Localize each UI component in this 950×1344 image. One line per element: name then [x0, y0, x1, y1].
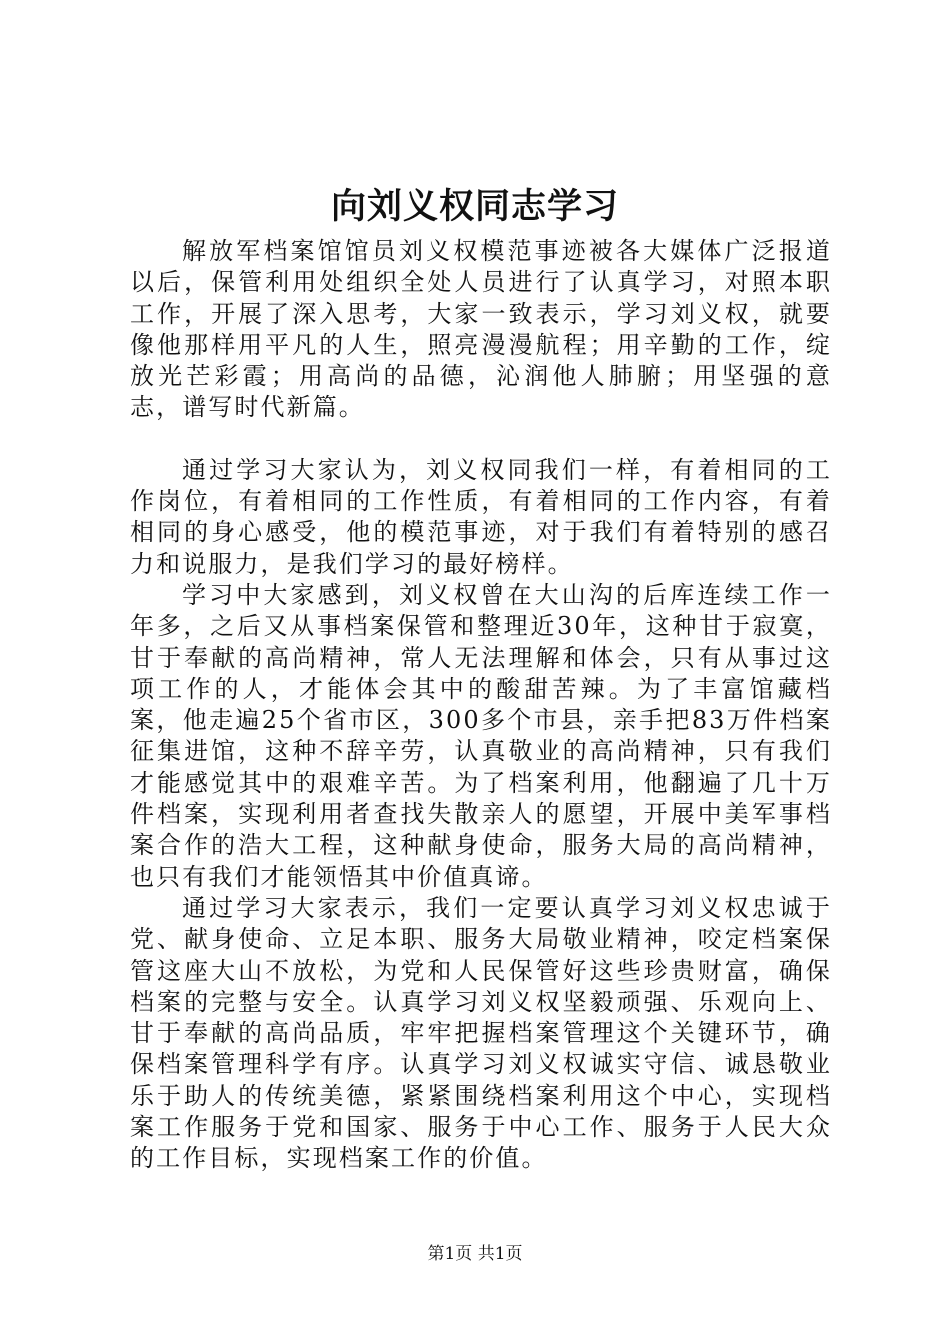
document-body [130, 236, 832, 1175]
page-title: 向刘义权同志学习 [330, 186, 619, 227]
paragraph-3: 学习中大家感到，刘义权曾在大山沟的后库连续工作一年多，之后又从事档案保管和整理近30年，这种甘于寂寞，甘于奉献的高尚精神，常人无法理解和体会，只有从事过这项工作的人，才能体会其中的酸甜苦辣。为了丰富馆藏档案，他走遍25个省市区，300多个市县，亲手把83万件档案征集进馆，这种不辞辛劳，认真敬业的高尚精神，只有我们才能感觉其中的艰难辛苦。为了档案利用，他翻遍了几十万件档案，实现利用者查找失散亲人的愿望，开展中美军事档案合作的浩大工程，这种献身使命，服务大局的高尚精神，也只有我们才能领悟其中价值真谛。 [130, 580, 832, 891]
page-number: 第1页 共1页 [427, 1244, 523, 1264]
paragraph-2: 通过学习大家认为，刘义权同我们一样，有着相同的工作岗位，有着相同的工作性质，有着相同的工作内容，有着相同的身心感受，他的模范事迹，对于我们有着特别的感召力和说服力，是我们学习的最好榜样。 [130, 455, 832, 578]
paragraph-4: 通过学习大家表示，我们一定要认真学习刘义权忠诚于党、献身使命、立足本职、服务大局敬业精神，咬定档案保管这座大山不放松，为党和人民保管好这些珍贵财富，确保档案的完整与安全。认真学习刘义权坚毅顽强、乐观向上、甘于奉献的高尚品质，牢牢把握档案管理这个关键环节，确保档案管理科学有序。认真学习刘义权诚实守信、诚恳敬业乐于助人的传统美德，紧紧围绕档案利用这个中心，实现档案工作服务于党和国家、服务于中心工作、服务于人民大众的工作目标，实现档案工作的价值。 [130, 893, 832, 1173]
paragraph-1: 解放军档案馆馆员刘义权模范事迹被各大媒体广泛报道以后，保管利用处组织全处人员进行了认真学习，对照本职工作，开展了深入思考，大家一致表示，学习刘义权，就要像他那样用平凡的人生，照亮漫漫航程；用辛勤的工作，绽放光芒彩霞；用高尚的品德，沁润他人肺腑；用坚强的意志，谱写时代新篇。 [130, 237, 832, 422]
